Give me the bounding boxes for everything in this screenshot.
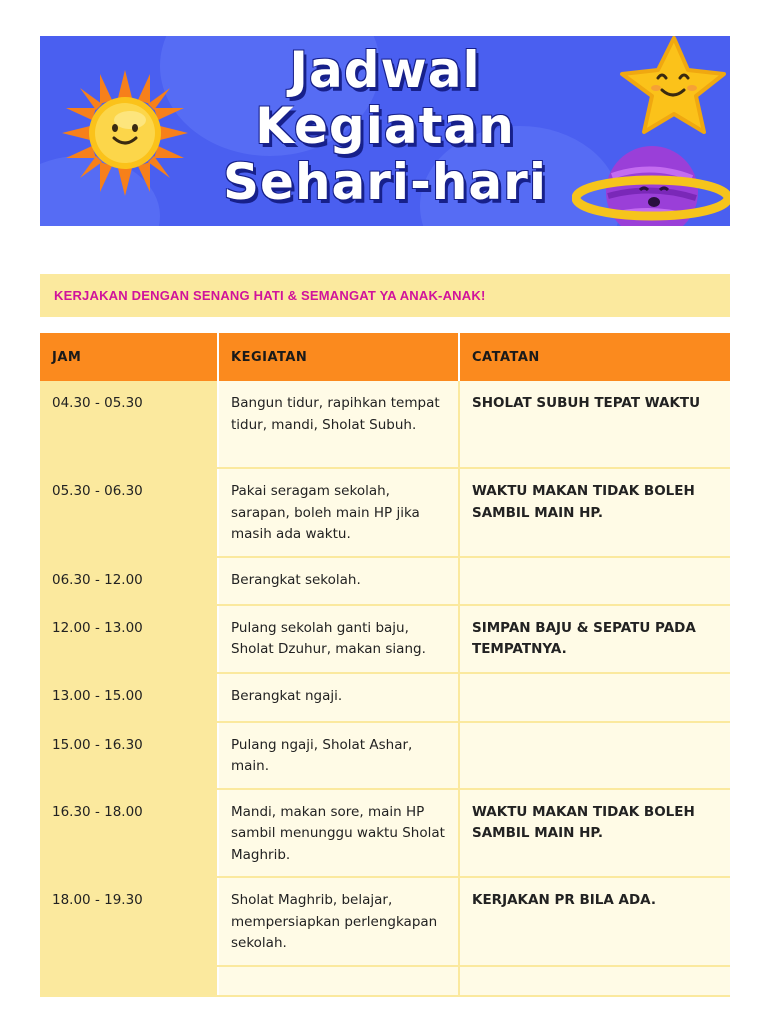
header-kegiatan: KEGIATAN bbox=[218, 333, 459, 381]
cell-jam: 04.30 - 05.30 bbox=[40, 381, 218, 468]
cell-kegiatan: Pulang sekolah ganti baju, Sholat Dzuhur, makan siang. bbox=[218, 605, 459, 673]
cell-jam: 13.00 - 15.00 bbox=[40, 673, 218, 722]
cell-jam: 15.00 - 16.30 bbox=[40, 722, 218, 789]
cell-jam: 16.30 - 18.00 bbox=[40, 789, 218, 878]
table-row bbox=[40, 877, 730, 966]
table-header-row bbox=[40, 333, 730, 381]
cell-kegiatan bbox=[218, 966, 459, 996]
cell-catatan bbox=[459, 673, 730, 722]
table-row bbox=[40, 722, 730, 789]
table-row bbox=[40, 673, 730, 722]
title-line-3: Sehari-hari bbox=[223, 153, 547, 211]
table-row bbox=[40, 605, 730, 673]
cell-jam: 06.30 - 12.00 bbox=[40, 557, 218, 605]
cell-kegiatan: Pakai seragam sekolah, sarapan, boleh main HP jika masih ada waktu. bbox=[218, 468, 459, 557]
cell-catatan: SHOLAT SUBUH TEPAT WAKTU bbox=[459, 381, 730, 468]
table-row bbox=[40, 468, 730, 557]
header-catatan: CATATAN bbox=[459, 333, 730, 381]
cell-catatan bbox=[459, 966, 730, 996]
cell-catatan bbox=[459, 722, 730, 789]
header-banner bbox=[40, 36, 730, 226]
notice-text: KERJAKAN DENGAN SENANG HATI & SEMANGAT YA ANAK-ANAK! bbox=[54, 288, 486, 303]
cell-catatan: WAKTU MAKAN TIDAK BOLEH SAMBIL MAIN HP. bbox=[459, 789, 730, 878]
table-row bbox=[40, 557, 730, 605]
cell-kegiatan: Berangkat sekolah. bbox=[218, 557, 459, 605]
cell-catatan: KERJAKAN PR BILA ADA. bbox=[459, 877, 730, 966]
table-row bbox=[40, 789, 730, 878]
cell-catatan: SIMPAN BAJU & SEPATU PADA TEMPATNYA. bbox=[459, 605, 730, 673]
cell-kegiatan: Mandi, makan sore, main HP sambil menunggu waktu Sholat Maghrib. bbox=[218, 789, 459, 878]
table-row bbox=[40, 381, 730, 468]
cell-kegiatan: Berangkat ngaji. bbox=[218, 673, 459, 722]
cell-catatan: WAKTU MAKAN TIDAK BOLEH SAMBIL MAIN HP. bbox=[459, 468, 730, 557]
cell-jam bbox=[40, 966, 218, 996]
title-line-2: Kegiatan bbox=[255, 97, 515, 155]
cell-catatan bbox=[459, 557, 730, 605]
schedule-table bbox=[40, 333, 730, 997]
cell-kegiatan: Pulang ngaji, Sholat Ashar, main. bbox=[218, 722, 459, 789]
cell-kegiatan: Bangun tidur, rapihkan tempat tidur, mandi, Sholat Subuh. bbox=[218, 381, 459, 468]
cell-jam: 12.00 - 13.00 bbox=[40, 605, 218, 673]
cell-jam: 18.00 - 19.30 bbox=[40, 877, 218, 966]
cell-jam: 05.30 - 06.30 bbox=[40, 468, 218, 557]
page-title bbox=[40, 42, 730, 210]
title-line-1: Jadwal bbox=[289, 41, 481, 99]
header-jam: JAM bbox=[40, 333, 218, 381]
cell-kegiatan: Sholat Maghrib, belajar, mempersiapkan perlengkapan sekolah. bbox=[218, 877, 459, 966]
table-row bbox=[40, 966, 730, 996]
notice-banner bbox=[40, 274, 730, 317]
